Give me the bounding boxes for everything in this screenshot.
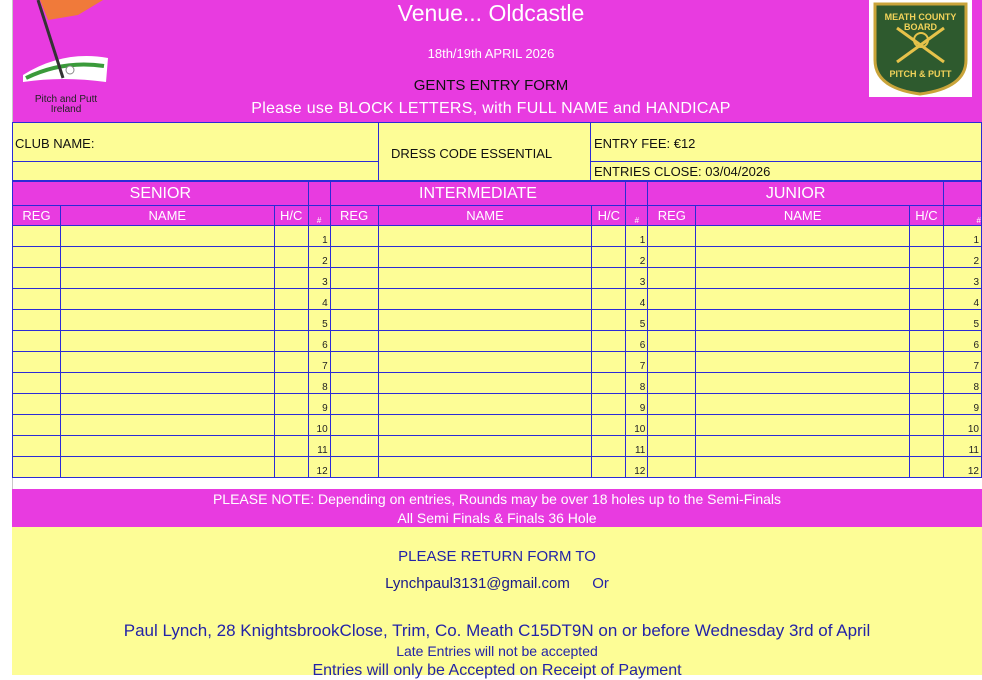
hc-cell[interactable] bbox=[274, 268, 308, 289]
col-name: NAME bbox=[378, 206, 592, 226]
name-cell[interactable] bbox=[60, 352, 274, 373]
entry-row bbox=[13, 415, 982, 436]
reg-cell[interactable] bbox=[648, 331, 696, 352]
hc-cell[interactable] bbox=[910, 247, 944, 268]
name-cell[interactable] bbox=[60, 247, 274, 268]
entry-row bbox=[13, 310, 982, 331]
row-number: 6 bbox=[626, 331, 648, 352]
row-number: 11 bbox=[943, 436, 981, 457]
col-hc: H/C bbox=[910, 206, 944, 226]
hc-cell[interactable] bbox=[274, 457, 308, 478]
entry-row bbox=[13, 394, 982, 415]
row-number: 11 bbox=[308, 436, 330, 457]
reg-cell[interactable] bbox=[13, 352, 61, 373]
row-number: 3 bbox=[943, 268, 981, 289]
reg-cell[interactable] bbox=[13, 310, 61, 331]
entry-row bbox=[13, 247, 982, 268]
entry-row bbox=[13, 268, 982, 289]
reg-cell[interactable] bbox=[13, 289, 61, 310]
hc-cell[interactable] bbox=[910, 394, 944, 415]
section-spacer bbox=[626, 182, 648, 206]
return-label: PLEASE RETURN FORM TO bbox=[398, 548, 596, 565]
name-cell[interactable] bbox=[696, 436, 910, 457]
row-number: 1 bbox=[943, 226, 981, 247]
hc-cell[interactable] bbox=[910, 310, 944, 331]
name-cell[interactable] bbox=[60, 436, 274, 457]
section-junior: JUNIOR bbox=[648, 182, 944, 206]
hc-cell[interactable] bbox=[910, 226, 944, 247]
or-text: Or bbox=[592, 575, 609, 592]
hc-cell[interactable] bbox=[592, 394, 626, 415]
row-number: 3 bbox=[626, 268, 648, 289]
reg-cell[interactable] bbox=[330, 394, 378, 415]
name-cell[interactable] bbox=[696, 415, 910, 436]
name-cell[interactable] bbox=[60, 457, 274, 478]
name-cell[interactable] bbox=[696, 457, 910, 478]
name-cell[interactable] bbox=[378, 331, 592, 352]
row-number: 7 bbox=[943, 352, 981, 373]
reg-cell[interactable] bbox=[648, 226, 696, 247]
hc-cell[interactable] bbox=[910, 331, 944, 352]
return-contact bbox=[12, 575, 982, 592]
event-date: 18th/19th APRIL 2026 bbox=[427, 46, 555, 61]
name-cell[interactable] bbox=[60, 415, 274, 436]
late-entries-note: Late Entries will not be accepted bbox=[396, 643, 598, 659]
col-num: # bbox=[626, 206, 648, 226]
row-number: 1 bbox=[626, 226, 648, 247]
row-number: 4 bbox=[943, 289, 981, 310]
row-number: 5 bbox=[308, 310, 330, 331]
reg-cell[interactable] bbox=[648, 247, 696, 268]
row-number: 10 bbox=[308, 415, 330, 436]
reg-cell[interactable] bbox=[13, 394, 61, 415]
logo-text-line2: Ireland bbox=[50, 104, 82, 115]
note-line-1: PLEASE NOTE: Depending on entries, Rounds may be over 18 holes up to the Semi-Finals bbox=[212, 491, 782, 507]
reg-cell[interactable] bbox=[648, 415, 696, 436]
hc-cell[interactable] bbox=[274, 289, 308, 310]
name-cell[interactable] bbox=[60, 310, 274, 331]
hc-cell[interactable] bbox=[274, 436, 308, 457]
board-logo-bottom-text: PITCH & PUTT bbox=[889, 69, 952, 79]
note-line-2: All Semi Finals & Finals 36 Hole bbox=[397, 510, 597, 526]
club-name-label: CLUB NAME: bbox=[15, 136, 95, 151]
hc-cell[interactable] bbox=[910, 457, 944, 478]
name-cell[interactable] bbox=[378, 394, 592, 415]
name-cell[interactable] bbox=[378, 289, 592, 310]
name-cell[interactable] bbox=[696, 373, 910, 394]
name-cell[interactable] bbox=[378, 436, 592, 457]
name-cell[interactable] bbox=[378, 226, 592, 247]
entry-fee-box bbox=[590, 122, 982, 162]
entry-fee-text: ENTRY FEE: €12 bbox=[594, 136, 696, 151]
name-cell[interactable] bbox=[696, 352, 910, 373]
email-link[interactable]: Lynchpaul3131@gmail.com bbox=[385, 575, 570, 592]
name-cell[interactable] bbox=[60, 268, 274, 289]
reg-cell[interactable] bbox=[648, 394, 696, 415]
entry-row bbox=[13, 226, 982, 247]
row-number: 5 bbox=[943, 310, 981, 331]
hc-cell[interactable] bbox=[592, 373, 626, 394]
postal-address: Paul Lynch, 28 KnightsbrookClose, Trim, Co. Meath C15DT9N on or before Wednesday 3rd of April bbox=[123, 621, 871, 640]
reg-cell[interactable] bbox=[648, 457, 696, 478]
row-number: 10 bbox=[943, 415, 981, 436]
entry-row bbox=[13, 457, 982, 478]
reg-cell[interactable] bbox=[648, 268, 696, 289]
col-num: # bbox=[308, 206, 330, 226]
hc-cell[interactable] bbox=[592, 415, 626, 436]
row-number: 9 bbox=[943, 394, 981, 415]
hc-cell[interactable] bbox=[274, 226, 308, 247]
club-name-box[interactable] bbox=[12, 122, 379, 181]
dress-code-box bbox=[378, 122, 591, 181]
entry-row bbox=[13, 331, 982, 352]
reg-cell[interactable] bbox=[330, 352, 378, 373]
name-cell[interactable] bbox=[60, 394, 274, 415]
reg-cell[interactable] bbox=[13, 331, 61, 352]
row-number: 12 bbox=[626, 457, 648, 478]
row-number: 7 bbox=[626, 352, 648, 373]
hc-cell[interactable] bbox=[592, 289, 626, 310]
row-number: 9 bbox=[626, 394, 648, 415]
col-reg: REG bbox=[648, 206, 696, 226]
reg-cell[interactable] bbox=[330, 373, 378, 394]
name-cell[interactable] bbox=[696, 289, 910, 310]
reg-cell[interactable] bbox=[330, 226, 378, 247]
reg-cell[interactable] bbox=[13, 415, 61, 436]
venue-title: Venue... Oldcastle bbox=[397, 0, 585, 26]
hc-cell[interactable] bbox=[274, 247, 308, 268]
hc-cell[interactable] bbox=[274, 352, 308, 373]
col-num: # bbox=[943, 206, 981, 226]
reg-cell[interactable] bbox=[330, 268, 378, 289]
col-hc: H/C bbox=[592, 206, 626, 226]
reg-cell[interactable] bbox=[648, 373, 696, 394]
reg-cell[interactable] bbox=[13, 247, 61, 268]
entry-row bbox=[13, 373, 982, 394]
reg-cell[interactable] bbox=[13, 436, 61, 457]
hc-cell[interactable] bbox=[910, 415, 944, 436]
hc-cell[interactable] bbox=[592, 268, 626, 289]
reg-cell[interactable] bbox=[330, 289, 378, 310]
hc-cell[interactable] bbox=[274, 373, 308, 394]
entry-row bbox=[13, 436, 982, 457]
name-cell[interactable] bbox=[696, 226, 910, 247]
reg-cell[interactable] bbox=[330, 331, 378, 352]
form-title: GENTS ENTRY FORM bbox=[413, 77, 569, 94]
entries-table bbox=[12, 181, 982, 478]
col-reg: REG bbox=[330, 206, 378, 226]
entries-close-text: ENTRIES CLOSE: 03/04/2026 bbox=[594, 164, 771, 179]
section-spacer bbox=[943, 182, 981, 206]
hc-cell[interactable] bbox=[910, 289, 944, 310]
row-number: 4 bbox=[626, 289, 648, 310]
hc-cell[interactable] bbox=[592, 247, 626, 268]
row-number: 2 bbox=[943, 247, 981, 268]
reg-cell[interactable] bbox=[13, 373, 61, 394]
reg-cell[interactable] bbox=[330, 310, 378, 331]
row-number: 1 bbox=[308, 226, 330, 247]
reg-cell[interactable] bbox=[330, 457, 378, 478]
name-cell[interactable] bbox=[696, 394, 910, 415]
instruction-text: Please use BLOCK LETTERS, with FULL NAME and HANDICAP bbox=[251, 100, 731, 117]
hc-cell[interactable] bbox=[592, 436, 626, 457]
col-hc: H/C bbox=[274, 206, 308, 226]
row-number: 11 bbox=[626, 436, 648, 457]
row-number: 12 bbox=[943, 457, 981, 478]
entry-row bbox=[13, 289, 982, 310]
reg-cell[interactable] bbox=[330, 247, 378, 268]
col-name: NAME bbox=[696, 206, 910, 226]
hc-cell[interactable] bbox=[910, 436, 944, 457]
name-cell[interactable] bbox=[60, 226, 274, 247]
name-cell[interactable] bbox=[60, 373, 274, 394]
name-cell[interactable] bbox=[60, 331, 274, 352]
reg-cell[interactable] bbox=[330, 415, 378, 436]
hc-cell[interactable] bbox=[910, 268, 944, 289]
name-cell[interactable] bbox=[696, 331, 910, 352]
row-number: 8 bbox=[626, 373, 648, 394]
name-cell[interactable] bbox=[696, 247, 910, 268]
row-number: 9 bbox=[308, 394, 330, 415]
reg-cell[interactable] bbox=[648, 352, 696, 373]
reg-cell[interactable] bbox=[648, 310, 696, 331]
section-spacer bbox=[308, 182, 330, 206]
row-number: 10 bbox=[626, 415, 648, 436]
reg-cell[interactable] bbox=[13, 268, 61, 289]
hc-cell[interactable] bbox=[592, 457, 626, 478]
row-number: 6 bbox=[943, 331, 981, 352]
row-number: 4 bbox=[308, 289, 330, 310]
hc-cell[interactable] bbox=[592, 352, 626, 373]
name-cell[interactable] bbox=[378, 352, 592, 373]
col-name: NAME bbox=[60, 206, 274, 226]
section-intermediate: INTERMEDIATE bbox=[330, 182, 626, 206]
hc-cell[interactable] bbox=[274, 394, 308, 415]
hc-cell[interactable] bbox=[910, 373, 944, 394]
hc-cell[interactable] bbox=[910, 352, 944, 373]
name-cell[interactable] bbox=[378, 415, 592, 436]
row-number: 8 bbox=[308, 373, 330, 394]
row-number: 6 bbox=[308, 331, 330, 352]
hc-cell[interactable] bbox=[274, 415, 308, 436]
hc-cell[interactable] bbox=[274, 331, 308, 352]
row-number: 7 bbox=[308, 352, 330, 373]
name-cell[interactable] bbox=[378, 457, 592, 478]
section-senior: SENIOR bbox=[13, 182, 309, 206]
reg-cell[interactable] bbox=[330, 436, 378, 457]
name-cell[interactable] bbox=[378, 373, 592, 394]
row-number: 5 bbox=[626, 310, 648, 331]
hc-cell[interactable] bbox=[592, 226, 626, 247]
name-cell[interactable] bbox=[696, 268, 910, 289]
row-number: 2 bbox=[308, 247, 330, 268]
board-logo-top-text: MEATH COUNTY BOARD bbox=[884, 12, 957, 32]
row-number: 12 bbox=[308, 457, 330, 478]
reg-cell[interactable] bbox=[13, 226, 61, 247]
name-cell[interactable] bbox=[378, 268, 592, 289]
payment-note: Entries will only be Accepted on Receipt of Payment bbox=[312, 662, 682, 679]
row-number: 3 bbox=[308, 268, 330, 289]
entries-close-box bbox=[590, 161, 982, 181]
hc-cell[interactable] bbox=[592, 331, 626, 352]
col-reg: REG bbox=[13, 206, 61, 226]
divider bbox=[13, 161, 378, 162]
row-number: 8 bbox=[943, 373, 981, 394]
hc-cell[interactable] bbox=[592, 310, 626, 331]
dress-code-text: DRESS CODE ESSENTIAL bbox=[391, 146, 553, 161]
name-cell[interactable] bbox=[696, 310, 910, 331]
reg-cell[interactable] bbox=[648, 289, 696, 310]
entry-row bbox=[13, 352, 982, 373]
name-cell[interactable] bbox=[378, 247, 592, 268]
name-cell[interactable] bbox=[60, 289, 274, 310]
reg-cell[interactable] bbox=[648, 436, 696, 457]
name-cell[interactable] bbox=[378, 310, 592, 331]
row-number: 2 bbox=[626, 247, 648, 268]
logo-text-line1: Pitch and Putt bbox=[34, 94, 98, 105]
reg-cell[interactable] bbox=[13, 457, 61, 478]
hc-cell[interactable] bbox=[274, 310, 308, 331]
